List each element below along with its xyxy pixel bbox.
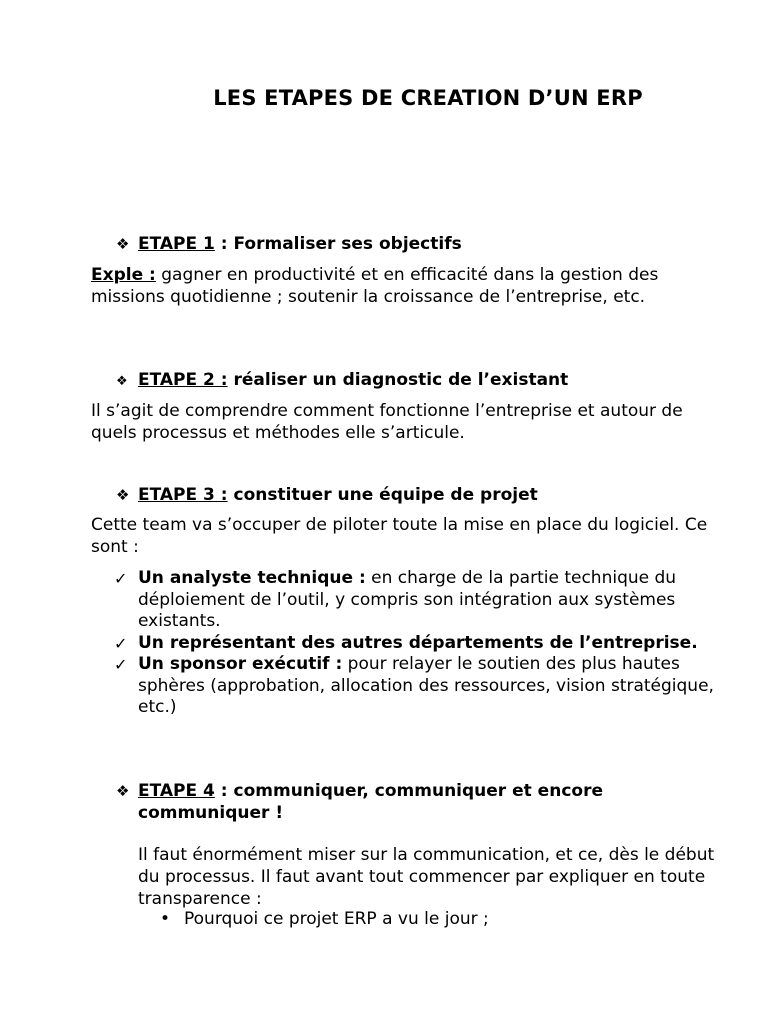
diamond-bullet-icon: ❖ <box>116 374 128 389</box>
list-item <box>160 908 728 930</box>
step-3-text: Cette team va s’occuper de piloter toute la mise en place du logiciel. Ce sont : <box>91 515 708 557</box>
example-text: gagner en productivité et en efficacité dans la gestion des missions quotidienne ; soutenir la croissance de l’entreprise, etc. <box>91 265 659 307</box>
communication-list <box>160 908 728 930</box>
step-2-heading <box>116 369 728 393</box>
step-4-label: ETAPE 4 <box>138 781 215 801</box>
step-4-heading <box>116 780 728 824</box>
step-1-example <box>91 264 728 308</box>
step-4-body <box>138 844 728 910</box>
item-bold: Un sponsor exécutif : <box>138 654 343 674</box>
team-members-list <box>114 568 728 719</box>
item-text: pour relayer le soutien des plus hautes sphères (approbation, allocation des ressources, vision stratégique, etc.) <box>138 654 714 717</box>
checkmark-icon: ✓ <box>114 569 128 588</box>
bullet-dot-icon: • <box>160 909 171 929</box>
step-2-label: ETAPE 2 : <box>138 370 228 390</box>
list-item <box>114 568 728 633</box>
checkmark-icon: ✓ <box>114 633 128 653</box>
step-3-heading <box>116 484 728 506</box>
list-item <box>114 654 728 719</box>
step-3-body <box>91 514 728 558</box>
step-4-title-continued: communiquer ! <box>138 803 284 823</box>
list-item <box>114 633 728 655</box>
step-1-title: : Formaliser ses objectifs <box>214 234 462 254</box>
page-title: LES ETAPES DE CREATION D’UN ERP <box>213 86 643 110</box>
example-label: Exple : <box>91 265 156 285</box>
step-4-text: Il faut énormément miser sur la communication, et ce, dès le début du processus. Il faut avant tout commencer par expliquer en toute transparence : <box>138 845 715 909</box>
diamond-bullet-icon: ❖ <box>116 782 130 800</box>
step-3-label: ETAPE 3 : <box>138 485 228 505</box>
checkmark-icon: ✓ <box>114 655 128 674</box>
step-2-body <box>91 400 728 444</box>
step-1-heading <box>116 233 728 255</box>
step-2-title: réaliser un diagnostic de l’existant <box>227 370 569 390</box>
item-bold: Un analyste technique : <box>138 568 366 588</box>
step-3-title: constituer une équipe de projet <box>227 485 538 505</box>
item-bold: Un représentant des autres départements de l’entreprise. <box>138 632 698 653</box>
item-text: en charge de la partie technique du déploiement de l’outil, y compris son intégration aux systèmes existants. <box>138 568 677 631</box>
diamond-bullet-icon: ❖ <box>116 235 130 253</box>
step-2-text: Il s’agit de comprendre comment fonctionne l’entreprise et autour de quels processus et méthodes elle s’articule. <box>91 401 683 443</box>
item-text: Pourquoi ce projet ERP a vu le jour ; <box>184 909 489 929</box>
step-1-label: ETAPE 1 <box>138 234 215 254</box>
step-4-title: : communiquer, communiquer et encore <box>214 781 603 801</box>
diamond-bullet-icon: ❖ <box>116 486 130 504</box>
